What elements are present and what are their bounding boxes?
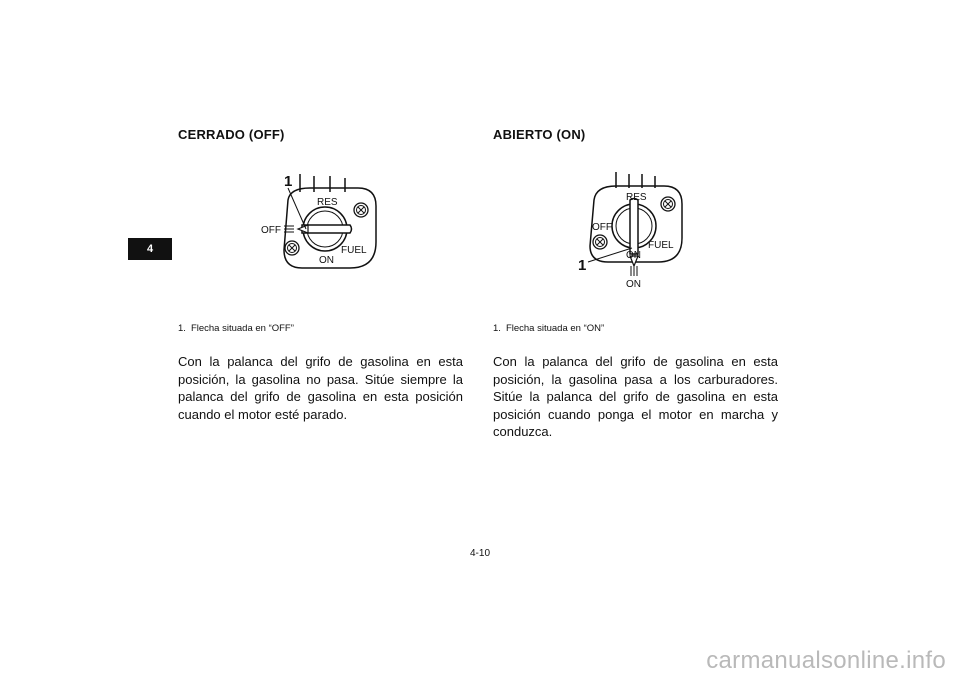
figure-caption-off	[178, 323, 294, 334]
svg-text:FUEL: FUEL	[341, 245, 367, 256]
svg-text:OFF: OFF	[592, 222, 612, 233]
svg-text:FUEL: FUEL	[648, 240, 674, 251]
caption-text: Flecha situada en “ON”	[505, 323, 605, 334]
section-heading-off: CERRADO (OFF)	[178, 127, 285, 142]
body-paragraph-on: Con la palanca del grifo de gasolina en esta posición, la gasolina pasa a los carburadores. Sitúe la palanca del grifo de gasolina en esta posición cuando ponga el motor en marcha y conduzca.	[493, 354, 778, 439]
svg-text:ON: ON	[319, 255, 334, 266]
caption-number: 1.	[493, 323, 501, 334]
callout-number: 1	[578, 257, 587, 274]
section-heading-on: ABIERTO (ON)	[493, 127, 586, 142]
body-paragraph-off: Con la palanca del grifo de gasolina en esta posición, la gasolina no pasa. Sitúe siempre la palanca del grifo de gasolina en esta posición cuando el motor esté parado.	[178, 354, 463, 422]
caption-text: Flecha situada en “OFF”	[190, 323, 294, 334]
watermark: carmanualsonline.info	[706, 647, 946, 674]
svg-text:OFF: OFF	[261, 225, 281, 236]
callout-number: 1	[284, 173, 293, 190]
fuel-cock-off-figure	[250, 172, 390, 272]
fuel-cock-on-figure	[572, 170, 692, 292]
chapter-tab: 4	[128, 238, 172, 260]
svg-text:RES: RES	[626, 192, 647, 203]
svg-text:RES: RES	[317, 197, 338, 208]
figure-caption-on	[493, 323, 604, 334]
svg-text:ON: ON	[626, 250, 641, 261]
caption-number: 1.	[178, 323, 186, 334]
svg-text:ON: ON	[626, 279, 641, 290]
page-number: 4-10	[469, 548, 490, 559]
